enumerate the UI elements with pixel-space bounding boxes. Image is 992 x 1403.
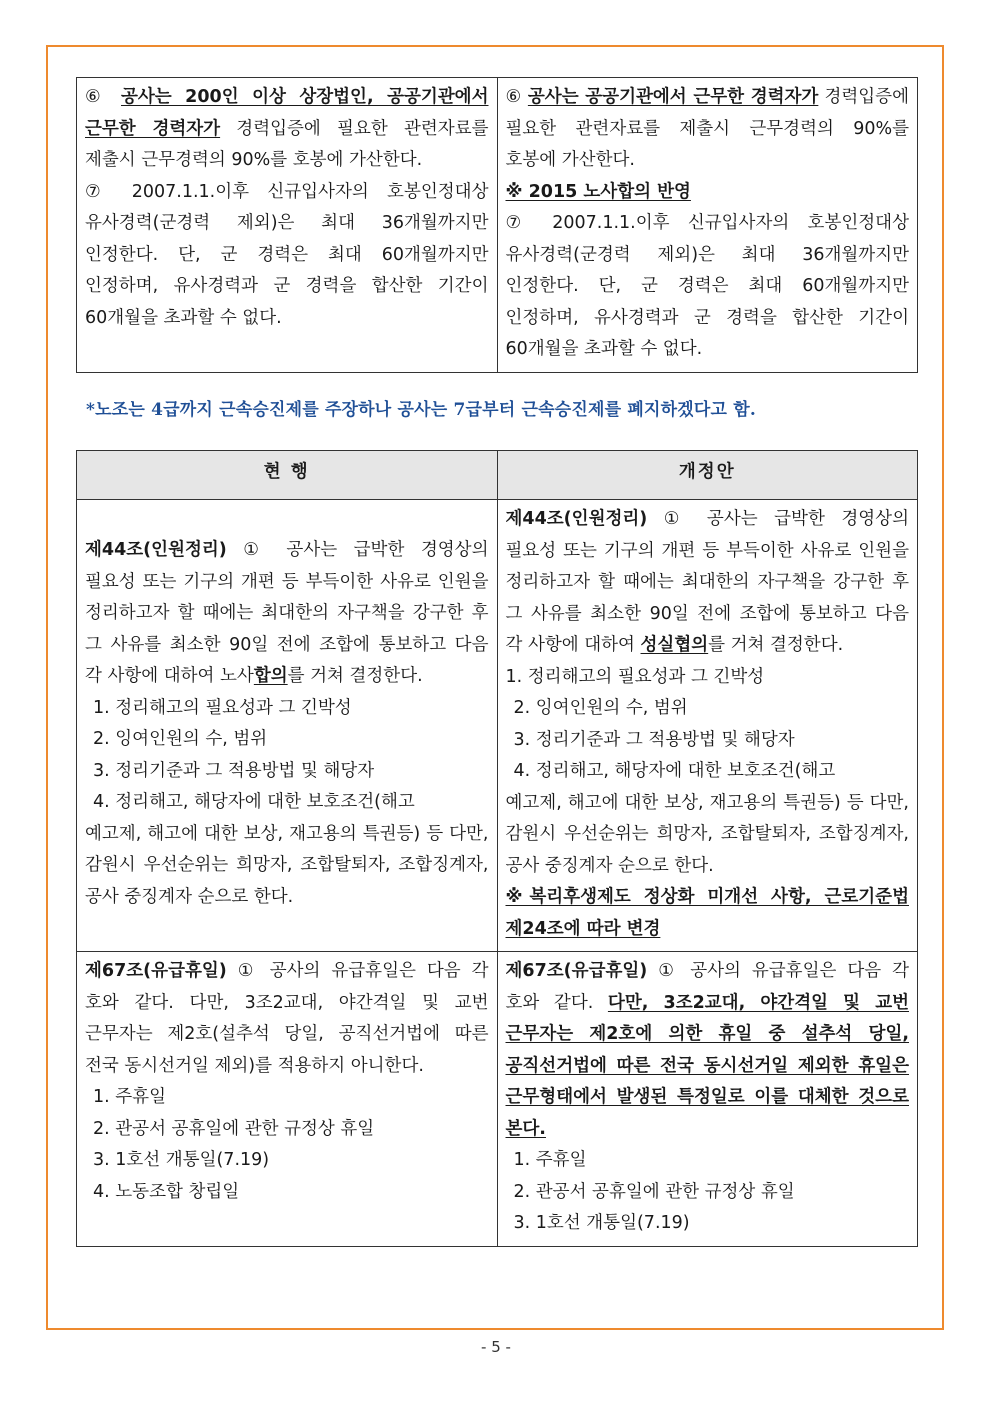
welfare-note: ※복리후생제도 정상화 미개선 사항, 근로기준법 제24조에 따라 변경	[505, 887, 909, 939]
list-item: 2. 관공서 공휴일에 관한 규정상 휴일	[513, 1181, 795, 1202]
revised-career-cell	[497, 78, 918, 373]
clause-6-current: ⑥ 공사는 200인 이상 상장법인, 공공기관에서 근무한 경력자가 경력입증에 필요한 관련자료를 제출시 근무경력의 90%를 호봉에 가산한다.	[85, 87, 489, 170]
header-current: 현 행	[77, 451, 498, 500]
list-item-continuation: 예고제, 해고에 대한 보상, 재고용의 특권등) 등 다만, 감원시 우선순위는 희망자, 조합탈퇴자, 조합징계자, 공사 중징계자 순으로 한다.	[505, 792, 909, 876]
list-item: 2. 잉여인원의 수, 범위	[93, 729, 268, 749]
list-item: 3. 정리기준과 그 적용방법 및 해당자	[93, 760, 375, 781]
art67-current-cell	[77, 952, 498, 1247]
list-item: 4. 노동조합 창립일	[93, 1181, 240, 1202]
clause-7-current: ⑦ 2007.1.1.이후 신규입사자의 호봉인정대상 유사경력(군경력 제외)은 최대 36개월까지만 인정한다. 단, 군 경력은 최대 60개월까지만 인정하며, 유사경력과 군 경력을 합산한 기간이 60개월을 초과할 수 없다.	[85, 181, 489, 328]
header-revised: 개정안	[497, 451, 918, 500]
art67-current-body: 제67조(유급휴일) ① 공사의 유급휴일은 다음 각 호와 같다. 다만, 3조2교대, 야간격일 및 교번 근무자는 제2호(설추석 당일, 공직선거법에 따른 전국 동시선거일 제외)를 적용하지 아니한다.	[85, 961, 489, 1076]
agreement-note: ※ 2015 노사합의 반영	[505, 181, 691, 202]
art67-revised-cell	[497, 952, 918, 1247]
list-item: 1. 주휴일	[513, 1150, 587, 1170]
union-note: *노조는 4급까지 근속승진제를 주장하나 공사는 7급부터 근속승진제를 폐지하겠다고 함.	[86, 400, 756, 420]
list-item: 2. 잉여인원의 수, 범위	[513, 698, 688, 718]
career-comparison-table	[76, 77, 918, 373]
art44-revised-cell	[497, 500, 918, 952]
art67-revised-body: 제67조(유급휴일) ① 공사의 유급휴일은 다음 각 호와 같다. 다만, 3조2교대, 야간격일 및 교번 근무자는 제2호에 의한 휴일 중 설추석 당일, 공직선거법에 따른 전국 동시선거일 제외한 휴일은 근무형태에서 발생된 특정일로 이를 대체한 것으로 본다.	[505, 961, 909, 1139]
list-item: 4. 정리해고, 해당자에 대한 보호조건(해고	[93, 792, 415, 812]
list-item-continuation: 예고제, 해고에 대한 보상, 재고용의 특권등) 등 다만, 감원시 우선순위는 희망자, 조합탈퇴자, 조합징계자, 공사 중징계자 순으로 한다.	[85, 823, 489, 907]
list-item: 3. 정리기준과 그 적용방법 및 해당자	[513, 729, 795, 750]
art44-revised-body: 제44조(인원정리) ① 공사는 급박한 경영상의 필요성 또는 기구의 개편 등 부득이한 사유로 인원을 정리하고자 할 때에는 최대한의 자구책을 강구한 후 그 사유를 최소한 90일 전에 조합에 통보하고 다음 각 사항에 대하여 성실협의를 거쳐 결정한다.	[505, 509, 909, 655]
list-item: 3. 1호선 개통일(7.19)	[513, 1213, 690, 1233]
page-number: - 5 -	[481, 1338, 511, 1356]
list-item: 1. 정리해고의 필요성과 그 긴박성	[93, 697, 352, 718]
list-item: 3. 1호선 개통일(7.19)	[93, 1150, 270, 1170]
current-career-cell	[77, 78, 498, 373]
art44-current-cell	[77, 500, 498, 952]
regulation-comparison-table	[76, 450, 918, 1247]
art44-current-body: 제44조(인원정리) ① 공사는 급박한 경영상의 필요성 또는 기구의 개편 등 부득이한 사유로 인원을 정리하고자 할 때에는 최대한의 자구책을 강구한 후 그 사유를 최소한 90일 전에 조합에 통보하고 다음 각 사항에 대하여 노사합의를 거쳐 결정한다.	[85, 540, 489, 686]
list-item: 2. 관공서 공휴일에 관한 규정상 휴일	[93, 1118, 375, 1139]
list-item: 1. 정리해고의 필요성과 그 긴박성	[505, 666, 765, 687]
list-item: 1. 주휴일	[93, 1087, 166, 1107]
list-item: 4. 정리해고, 해당자에 대한 보호조건(해고	[513, 761, 836, 781]
clause-6-revised: ⑥ 공사는 공공기관에서 근무한 경력자가 경력입증에 필요한 관련자료를 제출시 근무경력의 90%를 호봉에 가산한다.	[505, 87, 909, 170]
clause-7-revised: ⑦ 2007.1.1.이후 신규입사자의 호봉인정대상 유사경력(군경력 제외)은 최대 36개월까지만 인정한다. 단, 군 경력은 최대 60개월까지만 인정하며, 유사경력과 군 경력을 합산한 기간이 60개월을 초과할 수 없다.	[505, 213, 909, 359]
